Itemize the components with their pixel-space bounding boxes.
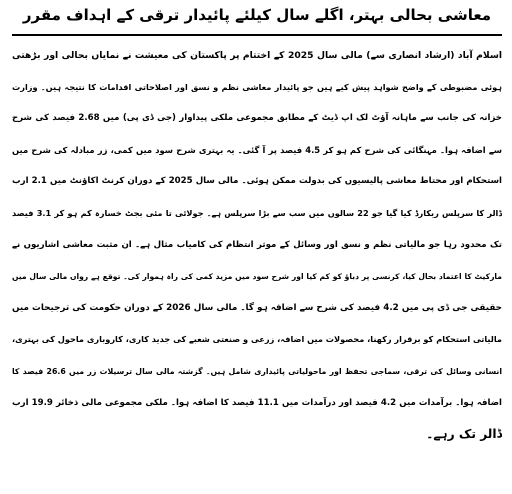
article-line: اضافہ ہوا۔ برآمدات میں 4.2 فیصد اور درآمدات میں 11.1 فیصد کا اضافہ ہوا۔ ملکی مجموعی مالی ذخائر 19.9 ارب — [12, 397, 502, 408]
article-line: استحکام اور محتاط معاشی پالیسیوں کی بدولت ممکن ہوئی۔ مالی سال 2025 کے دوران کرنٹ اکاؤنٹ میں 2.1 ارب — [12, 176, 502, 187]
article-line: سے اضافہ ہوا۔ مہنگائی کی شرح کم ہو کر 4.5 فیصد پر آ گئی۔ یہ بہتری شرح سود میں کمی، زر مبادلہ کی شرح میں — [12, 144, 502, 155]
article-line: مارکیٹ کا اعتماد بحال کیا، کرنسی پر دباؤ کو کم کیا اور شرح سود میں مزید کمی کی راہ ہموار کی۔ توقع ہے رواں مالی سال میں — [12, 272, 502, 282]
article-line: ڈالر کا سرپلس ریکارڈ کیا گیا جو 22 سالوں میں سب سے بڑا سرپلس ہے۔ جولائی تا مئی بجٹ خسارہ کم ہو کر 3.1 فیصد — [12, 207, 502, 218]
article-line: انسانی وسائل کی ترقی، سماجی تحفظ اور ماحولیاتی پائیداری شامل ہیں۔ گزشتہ مالی سال ترسیلات زر میں 26.6 فیصد کا — [12, 366, 502, 376]
article-line: تک محدود رہا جو مالیاتی نظم و نسق اور وسائل کے موثر انتظام کی کامیاب مثال ہے۔ ان مثبت معاشی اشاریوں نے — [12, 239, 502, 250]
article-body — [12, 40, 502, 451]
article-line: ڈالر تک رہے۔ — [426, 427, 502, 442]
headline-divider — [12, 34, 502, 36]
article-headline: معاشی بحالی بہتر، اگلے سال کیلئے پائیدار ترقی کے اہداف مقرر — [22, 6, 492, 24]
article-line: خزانہ کی جانب سے ماہانہ آؤٹ لک اپ ڈیٹ کے مطابق مجموعی ملکی پیداوار (جی ڈی پی) میں 2.68 فیصد کی شرح — [12, 113, 502, 124]
article-line: حقیقی جی ڈی پی میں 4.2 فیصد کی شرح سے اضافہ ہو گا۔ مالی سال 2026 کے دوران حکومت کی ترجیحات میں — [12, 302, 502, 313]
article-line: ہوئی مضبوطی کے واضح شواہد پیش کیے ہیں جو پائیدار معاشی نظم و نسق اور اصلاحاتی اقدامات کا نتیجہ ہیں۔ وزارت — [12, 81, 502, 92]
article-line: مالیاتی استحکام کو برقرار رکھنا، محصولات میں اضافہ، زرعی و صنعتی شعبے کی جدید کاری، کاروباری ماحول کی بہتری، — [12, 334, 502, 345]
article-line: اسلام آباد (ارشاد انصاری سے) مالی سال 2025 کے اختتام پر پاکستان کی معیشت نے نمایاں بحالی اور بڑھتی — [12, 50, 502, 61]
